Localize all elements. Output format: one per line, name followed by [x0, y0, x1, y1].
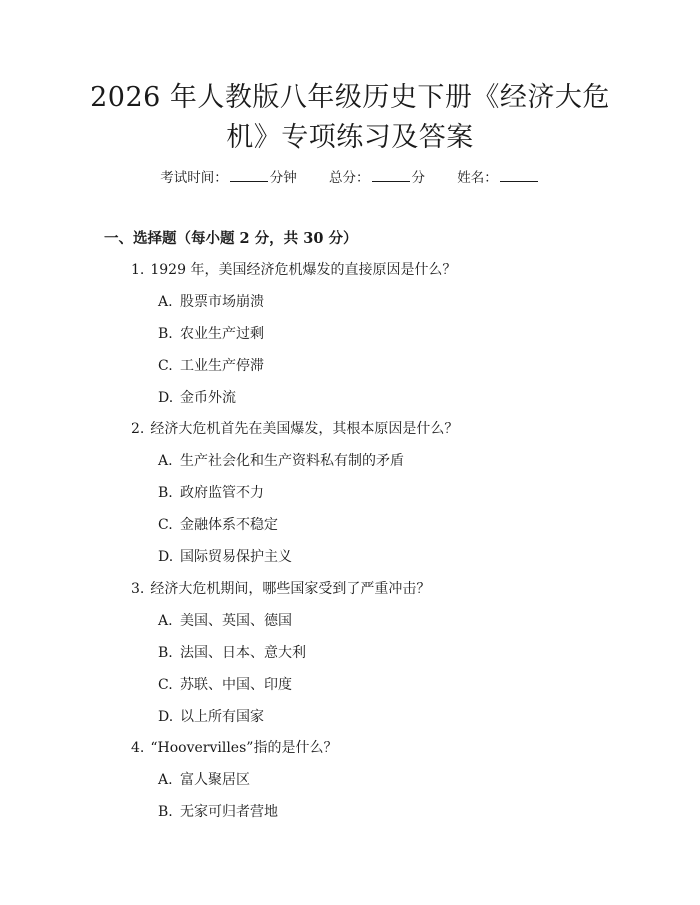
question-text: 1929 年，美国经济危机爆发的直接原因是什么？ [150, 262, 457, 278]
option-4b [158, 801, 278, 823]
option-3c [158, 674, 292, 696]
option-4a [158, 769, 250, 791]
option-text: 苏联、中国、印度 [180, 677, 292, 693]
exam-time-field [160, 170, 297, 186]
option-text: 美国、英国、德国 [180, 613, 292, 629]
name-field [457, 170, 540, 186]
question-text: 经济大危机首先在美国爆发，其根本原因是什么？ [150, 421, 459, 437]
total-score-unit: 分 [411, 170, 425, 186]
option-letter: C. [158, 517, 173, 533]
option-letter: D. [158, 549, 174, 565]
option-letter: C. [158, 677, 173, 693]
section-title: 一、选择题（每小题 2 分，共 30 分） [104, 230, 358, 247]
question-text: 经济大危机期间，哪些国家受到了严重冲击？ [150, 581, 431, 597]
exam-time-blank [230, 169, 268, 182]
option-letter: C. [158, 358, 173, 374]
option-text: 政府监管不力 [180, 485, 264, 501]
question-number: 2. [131, 421, 145, 437]
option-text: 金币外流 [180, 390, 236, 406]
option-letter: D. [158, 390, 174, 406]
question-number: 4. [131, 740, 145, 756]
name-blank [500, 169, 538, 182]
option-letter: B. [158, 485, 173, 501]
option-text: 富人聚居区 [180, 772, 250, 788]
question-1 [131, 259, 456, 281]
option-text: 工业生产停滞 [180, 358, 264, 374]
option-letter: B. [158, 326, 173, 342]
option-text: 无家可归者营地 [180, 804, 278, 820]
option-text: 法国、日本、意大利 [180, 645, 306, 661]
option-3d [158, 706, 264, 728]
question-number: 1. [131, 262, 145, 278]
exam-time-unit: 分钟 [269, 170, 297, 186]
option-text: 金融体系不稳定 [180, 517, 278, 533]
option-3a [158, 610, 292, 632]
option-letter: B. [158, 804, 173, 820]
option-letter: A. [158, 613, 173, 629]
name-label: 姓名： [457, 170, 498, 186]
option-1d [158, 387, 236, 409]
option-text: 以上所有国家 [180, 709, 264, 725]
question-4 [131, 737, 337, 759]
option-2d [158, 546, 292, 568]
option-text: 股票市场崩溃 [180, 294, 264, 310]
option-text: 农业生产过剩 [180, 326, 264, 342]
option-text: 生产社会化和生产资料私有制的矛盾 [180, 453, 404, 469]
option-text: 国际贸易保护主义 [180, 549, 292, 565]
title-line-2: 机》专项练习及答案 [226, 122, 474, 153]
option-letter: A. [158, 294, 173, 310]
exam-info-line [0, 168, 700, 188]
question-number: 3. [131, 581, 145, 597]
option-letter: A. [158, 453, 173, 469]
title-line-1: 2026 年人教版八年级历史下册《经济大危 [90, 82, 610, 113]
option-2b [158, 482, 264, 504]
option-letter: B. [158, 645, 173, 661]
option-2a [158, 450, 404, 472]
exam-time-label: 考试时间： [160, 170, 228, 186]
question-text: “Hoovervilles”指的是什么？ [150, 740, 338, 756]
total-score-label: 总分： [329, 170, 370, 186]
option-letter: A. [158, 772, 173, 788]
option-2c [158, 514, 278, 536]
total-score-field [329, 170, 425, 186]
document-title [60, 78, 640, 158]
option-1c [158, 355, 264, 377]
question-2 [131, 418, 458, 440]
option-1a [158, 291, 264, 313]
option-letter: D. [158, 709, 174, 725]
option-1b [158, 323, 264, 345]
total-score-blank [372, 169, 410, 182]
option-3b [158, 642, 306, 664]
question-3 [131, 578, 430, 600]
